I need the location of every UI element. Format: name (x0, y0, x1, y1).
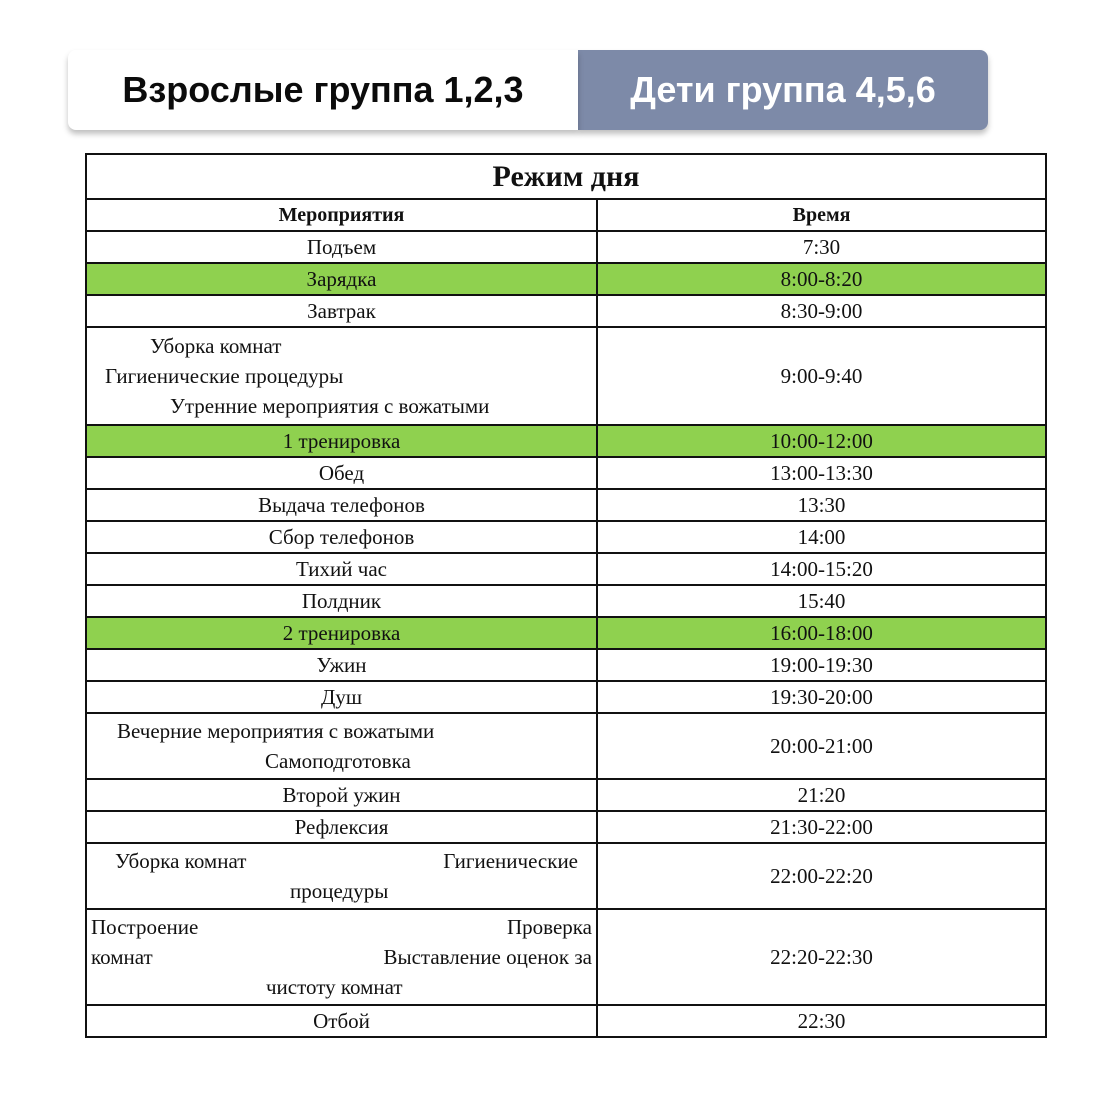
activity-cell (86, 713, 597, 779)
time-cell: 19:30-20:00 (597, 681, 1046, 713)
activity-cell: Отбой (86, 1005, 597, 1037)
time-cell: 22:20-22:30 (597, 909, 1046, 1005)
time-cell: 22:00-22:20 (597, 843, 1046, 909)
activity-cell: Полдник (86, 585, 597, 617)
tab-adults[interactable] (68, 50, 578, 130)
table-row (86, 779, 1046, 811)
activity-cell: Тихий час (86, 553, 597, 585)
time-cell: 19:00-19:30 (597, 649, 1046, 681)
activity-part: Выставление оценок за (383, 945, 592, 969)
time-cell: 8:00-8:20 (597, 263, 1046, 295)
table-row (86, 327, 1046, 425)
activity-cell: Подъем (86, 231, 597, 263)
activity-part: Построение (91, 915, 199, 939)
activity-cell: Душ (86, 681, 597, 713)
tab-adults-label: Взрослые группа 1,2,3 (122, 69, 524, 110)
activity-part: комнат (91, 945, 153, 969)
time-cell: 10:00-12:00 (597, 425, 1046, 457)
activity-cell: Завтрак (86, 295, 597, 327)
table-row (86, 811, 1046, 843)
activity-line: Гигиенические процедуры (105, 364, 344, 388)
time-cell: 16:00-18:00 (597, 617, 1046, 649)
table-row (86, 553, 1046, 585)
time-cell: 13:00-13:30 (597, 457, 1046, 489)
activity-part: Гигиенические (443, 849, 578, 873)
column-header-activity: Мероприятия (86, 199, 597, 231)
time-cell: 20:00-21:00 (597, 713, 1046, 779)
table-row (86, 457, 1046, 489)
table-row-highlighted (86, 617, 1046, 649)
table-row (86, 1005, 1046, 1037)
time-cell: 8:30-9:00 (597, 295, 1046, 327)
tab-children[interactable] (578, 50, 988, 130)
activity-cell: Рефлексия (86, 811, 597, 843)
table-row (86, 681, 1046, 713)
table-row (86, 489, 1046, 521)
activity-cell: Зарядка (86, 263, 597, 295)
activity-line: Вечерние мероприятия с вожатыми (117, 719, 435, 743)
table-row-highlighted (86, 263, 1046, 295)
time-cell: 14:00 (597, 521, 1046, 553)
activity-cell: Ужин (86, 649, 597, 681)
time-cell: 22:30 (597, 1005, 1046, 1037)
activity-cell: Обед (86, 457, 597, 489)
activity-cell: Выдача телефонов (86, 489, 597, 521)
activity-cell: 2 тренировка (86, 617, 597, 649)
table-row (86, 585, 1046, 617)
time-cell: 7:30 (597, 231, 1046, 263)
schedule-table (85, 153, 1047, 1038)
activity-cell (86, 327, 597, 425)
activity-cell: Сбор телефонов (86, 521, 597, 553)
table-row (86, 843, 1046, 909)
activity-part: процедуры (290, 879, 389, 903)
time-cell: 21:20 (597, 779, 1046, 811)
table-row (86, 713, 1046, 779)
activity-line: Утренние мероприятия с вожатыми (170, 394, 490, 418)
table-row (86, 909, 1046, 1005)
time-cell: 13:30 (597, 489, 1046, 521)
table-row (86, 649, 1046, 681)
activity-part: Проверка (507, 915, 592, 939)
time-cell: 21:30-22:00 (597, 811, 1046, 843)
table-row-highlighted (86, 425, 1046, 457)
activity-cell (86, 843, 597, 909)
activity-cell: 1 тренировка (86, 425, 597, 457)
table-title: Режим дня (86, 154, 1046, 199)
activity-part: чистоту комнат (266, 975, 403, 999)
table-row (86, 231, 1046, 263)
activity-cell: Второй ужин (86, 779, 597, 811)
column-header-time: Время (597, 199, 1046, 231)
table-row (86, 295, 1046, 327)
activity-line: Уборка комнат (150, 334, 282, 358)
time-cell: 14:00-15:20 (597, 553, 1046, 585)
activity-cell (86, 909, 597, 1005)
time-cell: 9:00-9:40 (597, 327, 1046, 425)
table-row (86, 521, 1046, 553)
activity-part: Уборка комнат (115, 849, 247, 873)
activity-line: Самоподготовка (265, 749, 411, 773)
time-cell: 15:40 (597, 585, 1046, 617)
tab-children-label: Дети группа 4,5,6 (630, 69, 936, 110)
